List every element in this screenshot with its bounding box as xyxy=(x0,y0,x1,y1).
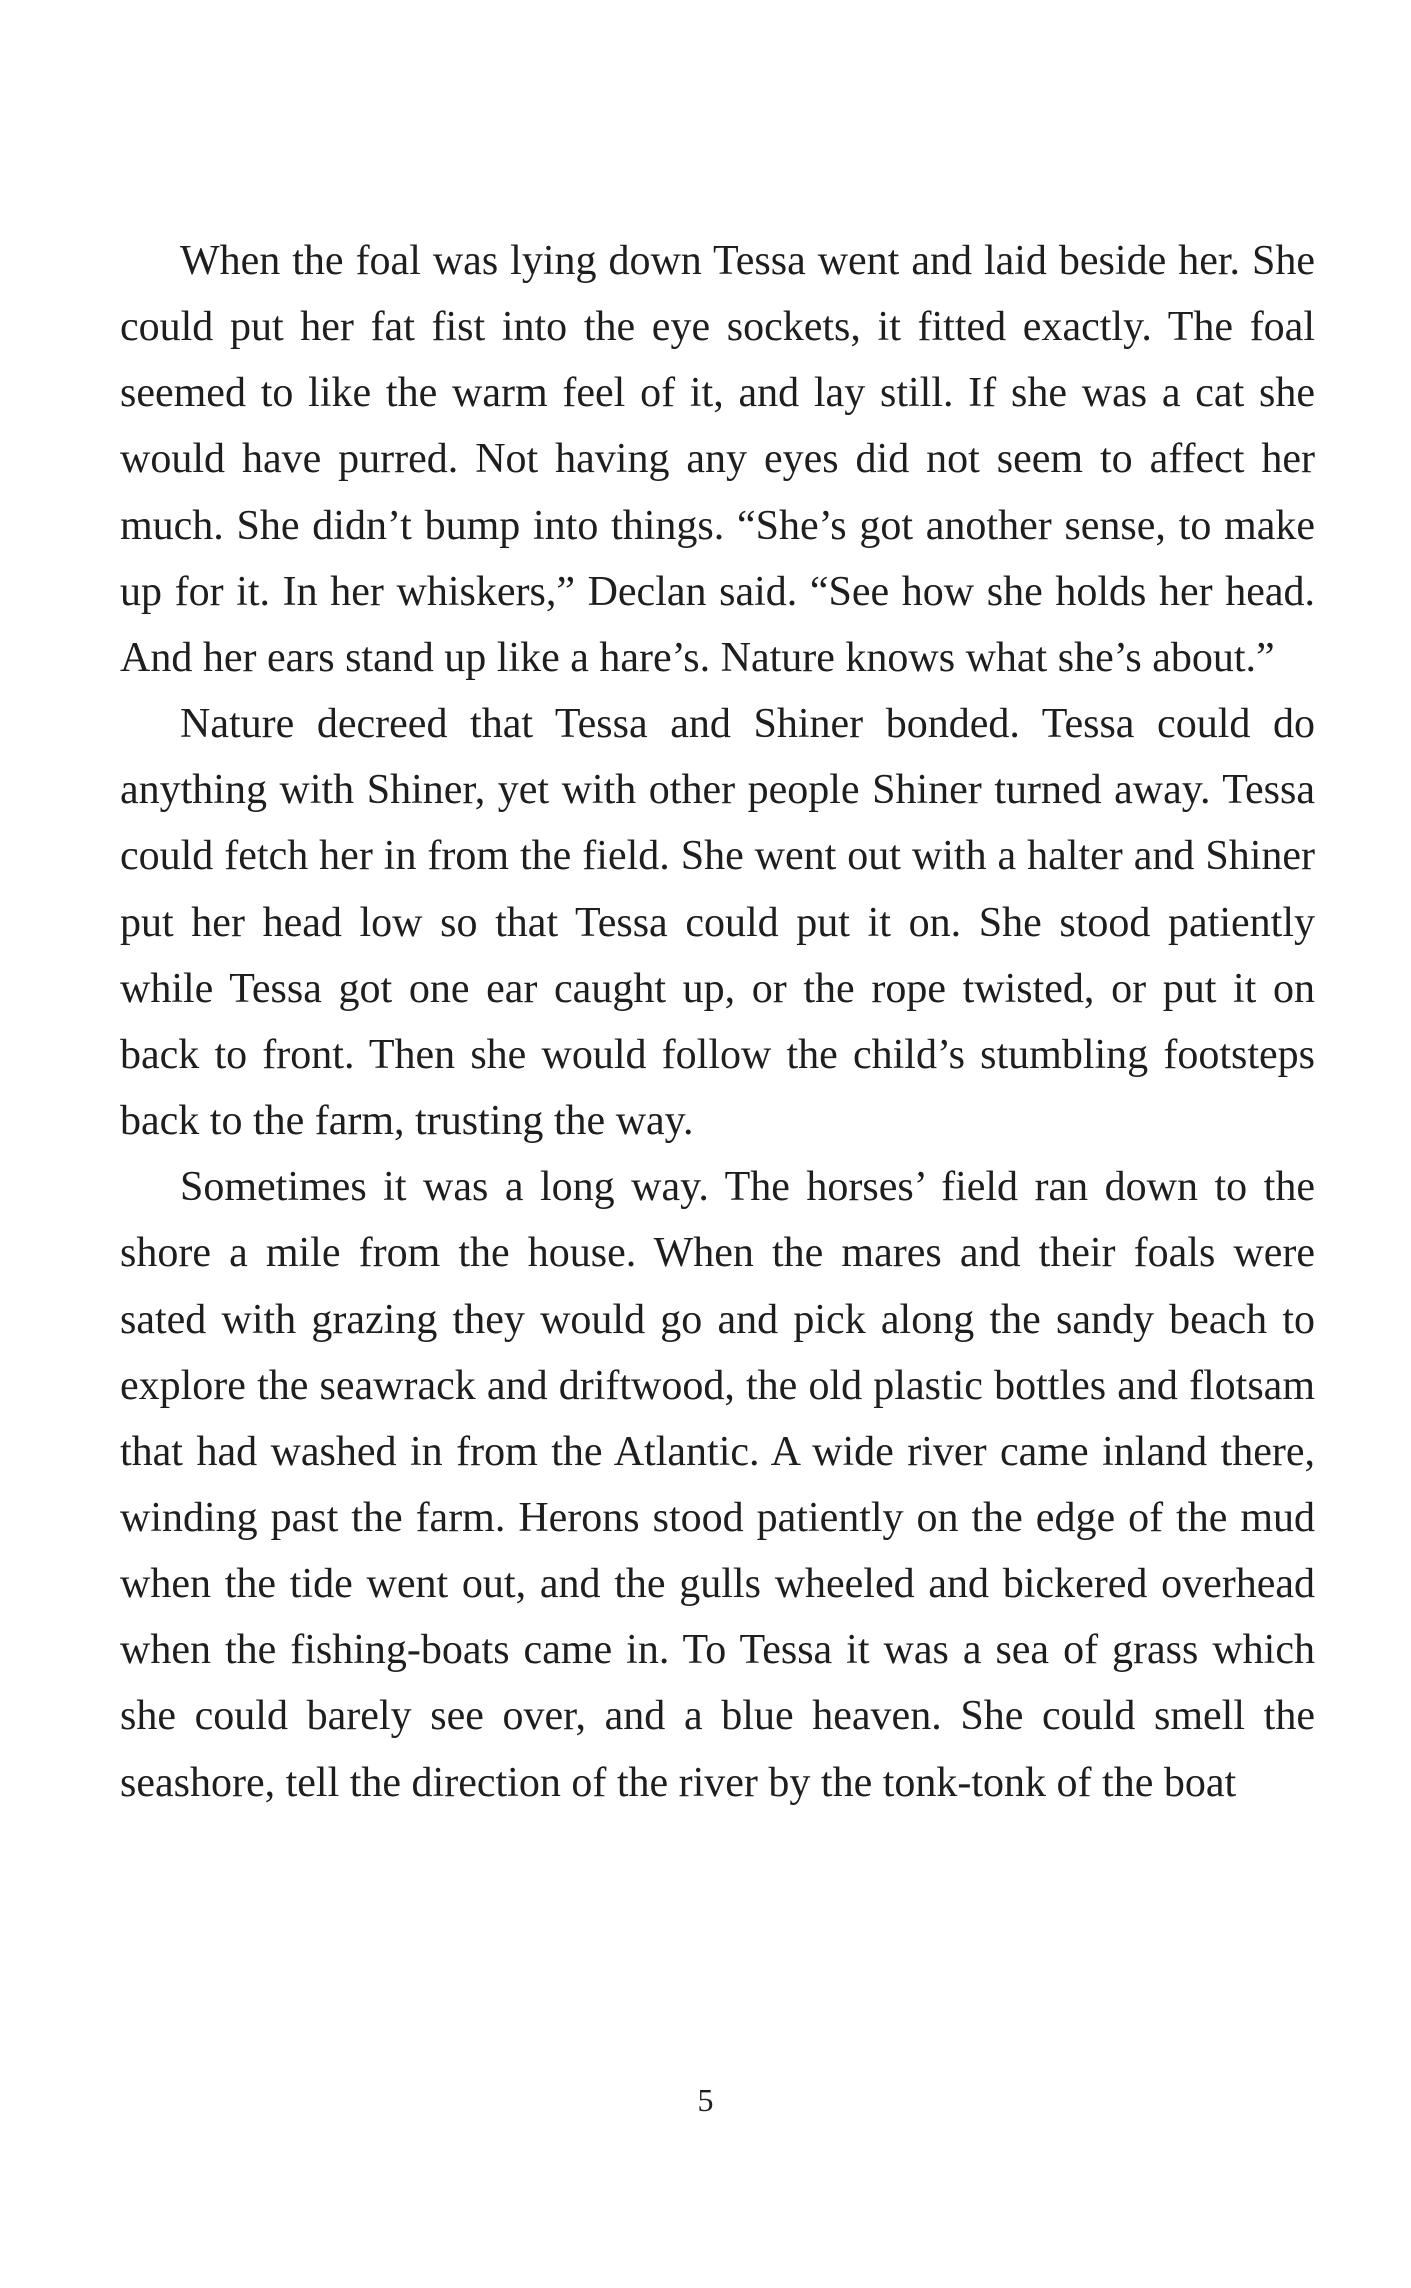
paragraph-tessa-shiner-bonded: Nature decreed that Tessa and Shiner bonded. Tessa could do anything with Shiner, yet with other people Shiner turned away. Tessa could fetch her in from the field. She went out with a halter and Shiner put her head low so that Tessa could put it on. She stood patiently while Tessa got one ear caught up, or the rope twisted, or put it on back to front. Then she would follow the child’s stumbling footsteps back to the farm, trusting the way. xyxy=(120,701,1315,1145)
paragraph-long-way-field: Sometimes it was a long way. The horses’ field ran down to the shore a mile from the house. When the mares and their foals were sated with grazing they would go and pick along the sandy beach to explore the seawrack and driftwood, the old plastic bottles and flotsam that had washed in from the Atlantic. A wide river came inland there, winding past the farm. Herons stood patiently on the edge of the mud when the tide went out, and the gulls wheeled and bickered overhead when the fishing-boats came in. To Tessa it was a sea of grass which she could barely see over, and a blue heaven. She could smell the seashore, tell the direction of the river by the tonk-tonk of the boat xyxy=(120,1164,1315,1806)
body-text xyxy=(120,228,1315,1816)
paragraph-foal-lying-down: When the foal was lying down Tessa went and laid beside her. She could put her fat fist into the eye sockets, it fitted exactly. The foal seemed to like the warm feel of it, and lay still. If she was a cat she would have purred. Not having any eyes did not seem to affect her much. She didn’t bump into things. “She’s got another sense, to make up for it. In her whiskers,” Declan said. “See how she holds her head. And her ears stand up like a hare’s. Nature knows what she’s about.” xyxy=(120,238,1315,681)
page-number: 5 xyxy=(697,2082,714,2118)
